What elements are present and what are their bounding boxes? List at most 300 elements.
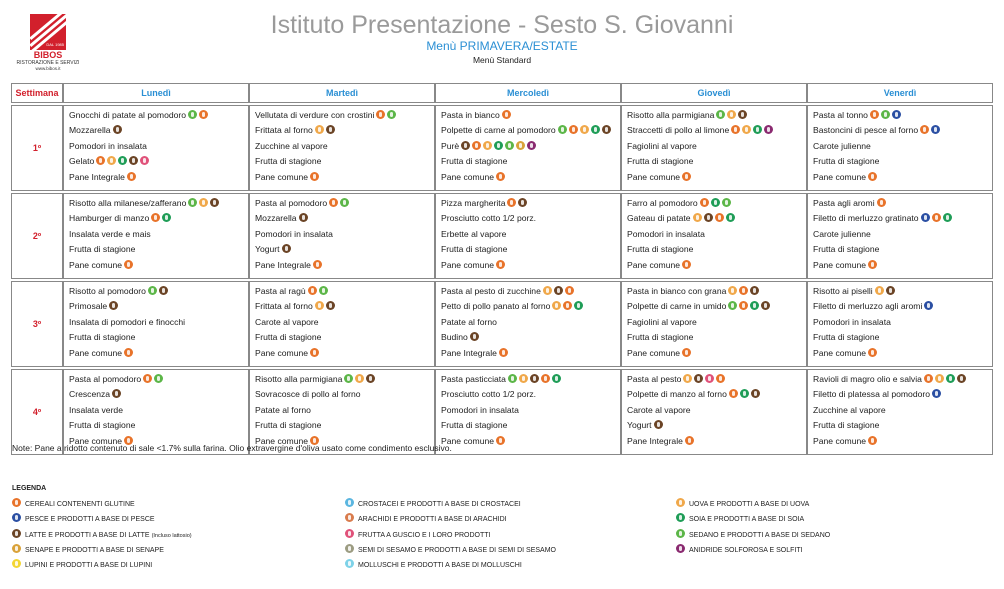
dish-name: Pizza margherita xyxy=(441,198,506,208)
cereali-allergen-icon xyxy=(329,198,338,207)
dish-name: Frutta di stagione xyxy=(255,156,322,167)
dish-name: Carote julienne xyxy=(813,140,871,151)
dish-item xyxy=(627,418,802,433)
sedano-allergen-icon xyxy=(340,198,349,207)
dish-name: Pomodori in insalata xyxy=(255,228,333,239)
dish-name: Carote julienne xyxy=(813,228,871,239)
dish-name: Pane comune xyxy=(813,347,867,358)
dish-item xyxy=(627,170,802,185)
cereali-allergen-icon xyxy=(729,389,738,398)
dish-name: Polpette di manzo al forno xyxy=(627,389,727,400)
cereali-allergen-icon xyxy=(685,436,694,445)
dish-name: Pasta al pomodoro xyxy=(69,374,142,384)
cereali-allergen-icon xyxy=(739,286,748,295)
dish-name: Pane comune xyxy=(441,171,495,182)
dish-item xyxy=(255,418,430,433)
dish-name: Prosciutto cotto 1/2 porz. xyxy=(441,213,537,224)
pesce-allergen-icon xyxy=(921,213,930,222)
cereali-allergen-icon xyxy=(868,436,877,445)
dish-name: Pane comune xyxy=(255,435,309,446)
dish-item xyxy=(627,346,802,361)
week-label: 1º xyxy=(11,105,63,191)
legend-label: UOVA E PRODOTTI A BASE DI UOVA xyxy=(689,501,810,508)
dish-item xyxy=(69,227,244,242)
latte-allergen-icon xyxy=(654,420,663,429)
legend-item xyxy=(12,559,152,571)
dish-name: Frutta di stagione xyxy=(627,332,694,343)
dish-name: Carote al vapore xyxy=(627,404,691,415)
cereali-allergen-icon xyxy=(496,172,505,181)
cereali-allergen-icon xyxy=(143,374,152,383)
dish-item xyxy=(813,154,988,169)
dish-item xyxy=(69,330,244,345)
day-header: Giovedì xyxy=(621,83,807,103)
dish-name: Pane comune xyxy=(69,347,123,358)
legend-item xyxy=(676,498,809,510)
sedano-allergen-icon xyxy=(148,286,157,295)
dish-name: Polpette di carne in umido xyxy=(627,301,727,312)
latte-allergen-icon xyxy=(518,198,527,207)
sedano-allergen-icon xyxy=(505,141,514,150)
sedano-allergen-icon xyxy=(154,374,163,383)
sesamo-allergen-icon xyxy=(345,544,354,553)
menu-cell xyxy=(621,281,807,367)
dish-name: Pane comune xyxy=(813,171,867,182)
menu-cell xyxy=(249,193,435,279)
latte-allergen-icon xyxy=(957,374,966,383)
week-label: 4º xyxy=(11,369,63,455)
dish-name: Sovracosce di pollo al forno xyxy=(255,389,361,400)
dish-item xyxy=(69,418,244,433)
cereali-allergen-icon xyxy=(124,260,133,269)
dish-item xyxy=(69,258,244,273)
cereali-allergen-icon xyxy=(932,213,941,222)
latte-allergen-icon xyxy=(109,301,118,310)
dish-name: Vellutata di verdure con crostini xyxy=(255,110,375,120)
uova-allergen-icon xyxy=(315,125,324,134)
molluschi-allergen-icon xyxy=(345,559,354,568)
dish-name: Pane comune xyxy=(627,171,681,182)
cereali-allergen-icon xyxy=(499,348,508,357)
cereali-allergen-icon xyxy=(313,260,322,269)
sedano-allergen-icon xyxy=(716,110,725,119)
senape-allergen-icon xyxy=(516,141,525,150)
page-title: Istituto Presentazione - Sesto S. Giovanni xyxy=(270,11,734,39)
dish-item xyxy=(813,403,988,418)
dish-name: Pane comune xyxy=(813,435,867,446)
dish-item xyxy=(255,284,430,299)
uova-allergen-icon xyxy=(875,286,884,295)
dish-name: Risotto alla parmigiana xyxy=(627,110,715,120)
day-header: Lunedì xyxy=(63,83,249,103)
note-text: Note: Pane a ridotto contenuto di sale <1.7% sulla farina. Olio extravergine d'oliva usato come condimento esclusivo. xyxy=(12,443,452,453)
legend-item xyxy=(345,544,556,556)
dish-item xyxy=(255,372,430,387)
dish-item xyxy=(441,284,616,299)
menu-cell xyxy=(63,281,249,367)
legend-label: SOIA E PRODOTTI A BASE DI SOIA xyxy=(689,516,805,524)
dish-item xyxy=(255,108,430,123)
menu-cell xyxy=(435,193,621,279)
logo-subtitle: RISTORAZIONE E SERVIZI xyxy=(16,60,80,66)
latte-allergen-icon xyxy=(326,125,335,134)
soia-allergen-icon xyxy=(676,513,685,522)
latte-allergen-icon xyxy=(704,213,713,222)
latte-allergen-icon xyxy=(129,156,138,165)
dish-name: Pane Integrale xyxy=(441,347,497,358)
latte-allergen-icon xyxy=(530,374,539,383)
dish-name: Patate al forno xyxy=(255,404,311,415)
dish-item xyxy=(255,154,430,169)
dish-item xyxy=(627,372,802,387)
dish-name: Gateau di patate xyxy=(627,213,691,224)
cereali-allergen-icon xyxy=(151,213,160,222)
cereali-allergen-icon xyxy=(507,198,516,207)
soia-allergen-icon xyxy=(753,125,762,134)
dish-item xyxy=(813,258,988,273)
dish-item xyxy=(813,139,988,154)
dish-item xyxy=(627,154,802,169)
dish-item xyxy=(627,108,802,123)
dish-item xyxy=(441,170,616,185)
lupini-allergen-icon xyxy=(12,559,21,568)
menu-cell xyxy=(435,369,621,455)
dish-name: Risotto alla parmigiana xyxy=(255,374,343,384)
dish-item xyxy=(441,139,616,154)
dish-name: Pane comune xyxy=(69,435,123,446)
dish-name: Pasta al ragù xyxy=(255,286,306,296)
dish-item xyxy=(255,242,430,257)
dish-name: Pane comune xyxy=(255,171,309,182)
latte-allergen-icon xyxy=(470,332,479,341)
dish-name: Budino xyxy=(441,332,468,343)
dish-item xyxy=(813,299,988,314)
dish-item xyxy=(441,346,616,361)
dish-name: Risotto ai piselli xyxy=(813,286,873,296)
latte-allergen-icon xyxy=(602,125,611,134)
menu-cell xyxy=(621,369,807,455)
cereali-allergen-icon xyxy=(310,172,319,181)
week-row xyxy=(11,193,993,279)
cereali-allergen-icon xyxy=(472,141,481,150)
menu-cell xyxy=(807,281,993,367)
dish-item xyxy=(441,372,616,387)
cereali-allergen-icon xyxy=(870,110,879,119)
logo-url: www.bibos.it xyxy=(35,66,61,71)
cereali-allergen-icon xyxy=(376,110,385,119)
dish-name: Gelato xyxy=(69,156,95,167)
dish-name: Prosciutto cotto 1/2 porz. xyxy=(441,389,537,400)
uova-allergen-icon xyxy=(199,198,208,207)
latte-allergen-icon xyxy=(210,198,219,207)
uova-allergen-icon xyxy=(742,125,751,134)
latte-allergen-icon xyxy=(554,286,563,295)
frutta-allergen-icon xyxy=(705,374,714,383)
dish-item xyxy=(813,211,988,226)
cereali-allergen-icon xyxy=(496,436,505,445)
cereali-allergen-icon xyxy=(12,498,21,507)
uova-allergen-icon xyxy=(107,156,116,165)
menu-cell xyxy=(807,369,993,455)
cereali-allergen-icon xyxy=(541,374,550,383)
pesce-allergen-icon xyxy=(931,125,940,134)
latte-allergen-icon xyxy=(761,301,770,310)
dish-item xyxy=(627,387,802,402)
dish-item xyxy=(813,170,988,185)
menu-cell xyxy=(621,105,807,191)
dish-name: Pane Integrale xyxy=(255,259,311,270)
dish-name: Petto di pollo panato al forno xyxy=(441,301,551,312)
dish-item xyxy=(441,123,616,138)
menu-cell xyxy=(807,193,993,279)
legend-item xyxy=(345,498,521,510)
latte-allergen-icon xyxy=(461,141,470,150)
dish-item xyxy=(255,139,430,154)
dish-item xyxy=(255,211,430,226)
dish-name: Pomodori in insalata xyxy=(69,140,147,151)
dish-item xyxy=(255,403,430,418)
sedano-allergen-icon xyxy=(728,301,737,310)
dish-item xyxy=(813,346,988,361)
dish-item xyxy=(627,258,802,273)
latte-allergen-icon xyxy=(694,374,703,383)
dish-name: Carote al vapore xyxy=(255,316,319,327)
dish-name: Insalata verde xyxy=(69,404,123,415)
dish-name: Pane Integrale xyxy=(69,171,125,182)
cereali-allergen-icon xyxy=(924,374,933,383)
dish-item xyxy=(69,139,244,154)
dish-name: Pane comune xyxy=(627,347,681,358)
cereali-allergen-icon xyxy=(502,110,511,119)
uova-allergen-icon xyxy=(519,374,528,383)
dish-item xyxy=(69,372,244,387)
dish-name: Insalata verde e mais xyxy=(69,228,151,239)
dish-item xyxy=(627,330,802,345)
dish-item xyxy=(69,170,244,185)
pesce-allergen-icon xyxy=(932,389,941,398)
solfiti-allergen-icon xyxy=(676,544,685,553)
uova-allergen-icon xyxy=(693,213,702,222)
dish-name: Frittata al forno xyxy=(255,125,313,136)
dish-name: Pane comune xyxy=(255,347,309,358)
cereali-allergen-icon xyxy=(96,156,105,165)
dish-name: Pane comune xyxy=(441,259,495,270)
dish-item xyxy=(441,242,616,257)
uova-allergen-icon xyxy=(543,286,552,295)
dish-name: Pane comune xyxy=(69,259,123,270)
soia-allergen-icon xyxy=(740,389,749,398)
dish-item xyxy=(627,434,802,449)
menu-cell xyxy=(249,281,435,367)
dish-item xyxy=(441,211,616,226)
latte-allergen-icon xyxy=(886,286,895,295)
sedano-allergen-icon xyxy=(508,374,517,383)
sedano-allergen-icon xyxy=(676,529,685,538)
day-header: Mercoledì xyxy=(435,83,621,103)
dish-item xyxy=(627,196,802,211)
dish-name: Mozzarella xyxy=(69,125,111,136)
dish-name: Yogurt xyxy=(255,244,280,255)
legend-label: ARACHIDI E PRODOTTI A BASE DI ARACHIDI xyxy=(358,516,507,524)
menu-cell xyxy=(435,105,621,191)
legend-label: SEDANO E PRODOTTI A BASE DI SEDANO xyxy=(689,531,831,539)
dish-name: Pasta al tonno xyxy=(813,110,868,120)
cereali-allergen-icon xyxy=(716,374,725,383)
menu-cell xyxy=(435,281,621,367)
cereali-allergen-icon xyxy=(199,110,208,119)
logo-tag: DAL 1985 xyxy=(46,42,64,47)
dish-name: Pasta pasticciata xyxy=(441,374,506,384)
uova-allergen-icon xyxy=(676,498,685,507)
latte-allergen-icon xyxy=(738,110,747,119)
dish-name: Crescenza xyxy=(69,389,111,400)
sedano-allergen-icon xyxy=(558,125,567,134)
dish-name: Bastoncini di pesce al forno xyxy=(813,125,919,136)
pesce-allergen-icon xyxy=(924,301,933,310)
dish-name: Frutta di stagione xyxy=(627,156,694,167)
legend-label: LUPINI E PRODOTTI A BASE DI LUPINI xyxy=(25,562,153,570)
dish-item xyxy=(441,315,616,330)
cereali-allergen-icon xyxy=(565,286,574,295)
menu-season: Menù PRIMAVERA/ESTATE xyxy=(426,39,578,53)
week-label: 3º xyxy=(11,281,63,367)
dish-item xyxy=(627,403,802,418)
dish-name: Frutta di stagione xyxy=(255,332,322,343)
solfiti-allergen-icon xyxy=(527,141,536,150)
arachidi-allergen-icon xyxy=(345,513,354,522)
soia-allergen-icon xyxy=(574,301,583,310)
dish-item xyxy=(813,330,988,345)
dish-name: Pane Integrale xyxy=(627,435,683,446)
dish-name: Frutta di stagione xyxy=(813,332,880,343)
soia-allergen-icon xyxy=(591,125,600,134)
dish-name: Frutta di stagione xyxy=(441,244,508,255)
pesce-allergen-icon xyxy=(12,513,21,522)
dish-item xyxy=(813,227,988,242)
sedano-allergen-icon xyxy=(188,198,197,207)
dish-item xyxy=(627,211,802,226)
latte-allergen-icon xyxy=(12,529,21,538)
latte-allergen-icon xyxy=(326,301,335,310)
dish-name: Filetto di platessa al pomodoro xyxy=(813,389,931,400)
legend-item xyxy=(676,513,804,525)
cereali-allergen-icon xyxy=(868,172,877,181)
dish-item xyxy=(69,346,244,361)
dish-name: Frutta di stagione xyxy=(441,420,508,431)
menu-cell xyxy=(63,193,249,279)
latte-allergen-icon xyxy=(299,213,308,222)
week-row xyxy=(11,281,993,367)
dish-item xyxy=(69,108,244,123)
sedano-allergen-icon xyxy=(319,286,328,295)
soia-allergen-icon xyxy=(162,213,171,222)
soia-allergen-icon xyxy=(946,374,955,383)
legend-label: CROSTACEI E PRODOTTI A BASE DI CROSTACEI xyxy=(358,501,521,508)
legend-item xyxy=(676,544,803,556)
dish-item xyxy=(69,211,244,226)
dish-item xyxy=(813,196,988,211)
cereali-allergen-icon xyxy=(563,301,572,310)
sedano-allergen-icon xyxy=(722,198,731,207)
legend-label: CEREALI CONTENENTI GLUTINE xyxy=(25,501,135,508)
latte-allergen-icon xyxy=(366,374,375,383)
dish-name: Pomodori in insalata xyxy=(441,404,519,415)
dish-item xyxy=(441,258,616,273)
dish-name: Pasta al pesto di zucchine xyxy=(441,286,541,296)
latte-allergen-icon xyxy=(751,389,760,398)
legend-item xyxy=(12,498,135,510)
dish-item xyxy=(255,387,430,402)
latte-allergen-icon xyxy=(159,286,168,295)
dish-name: Pane comune xyxy=(813,259,867,270)
dish-name: Straccetti di pollo al limone xyxy=(627,125,730,136)
dish-name: Fagiolini al vapore xyxy=(627,316,697,327)
dish-item xyxy=(255,299,430,314)
dish-name: Frutta di stagione xyxy=(441,156,508,167)
sedano-allergen-icon xyxy=(344,374,353,383)
dish-item xyxy=(441,299,616,314)
menu-type: Menù Standard xyxy=(472,55,532,65)
dish-item xyxy=(255,315,430,330)
solfiti-allergen-icon xyxy=(764,125,773,134)
dish-name: Frutta di stagione xyxy=(69,244,136,255)
dish-item xyxy=(69,154,244,169)
dish-item xyxy=(441,403,616,418)
dish-item xyxy=(69,387,244,402)
dish-item xyxy=(255,227,430,242)
dish-name: Frutta di stagione xyxy=(69,420,136,431)
cereali-allergen-icon xyxy=(127,172,136,181)
uova-allergen-icon xyxy=(355,374,364,383)
sedano-allergen-icon xyxy=(387,110,396,119)
dish-name: Risotto al pomodoro xyxy=(69,286,146,296)
dish-item xyxy=(255,258,430,273)
sedano-allergen-icon xyxy=(188,110,197,119)
dish-item xyxy=(441,330,616,345)
frutta-allergen-icon xyxy=(345,529,354,538)
soia-allergen-icon xyxy=(711,198,720,207)
cereali-allergen-icon xyxy=(569,125,578,134)
latte-allergen-icon xyxy=(112,389,121,398)
dish-item xyxy=(255,123,430,138)
dish-item xyxy=(627,299,802,314)
cereali-allergen-icon xyxy=(308,286,317,295)
dish-item xyxy=(627,242,802,257)
dish-name: Frutta di stagione xyxy=(255,420,322,431)
cereali-allergen-icon xyxy=(739,301,748,310)
dish-item xyxy=(627,139,802,154)
dish-item xyxy=(441,418,616,433)
dish-name: Pane comune xyxy=(627,259,681,270)
dish-item xyxy=(627,123,802,138)
legend-item xyxy=(12,513,155,525)
dish-name: Fagiolini al vapore xyxy=(627,140,697,151)
dish-name: Patate al forno xyxy=(441,316,497,327)
week-label: 2º xyxy=(11,193,63,279)
latte-allergen-icon xyxy=(282,244,291,253)
senape-allergen-icon xyxy=(12,544,21,553)
dish-name: Risotto alla milanese/zafferano xyxy=(69,198,187,208)
dish-item xyxy=(255,346,430,361)
dish-name: Pasta al pomodoro xyxy=(255,198,328,208)
dish-item xyxy=(813,242,988,257)
dish-name: Frutta di stagione xyxy=(627,244,694,255)
legend-label: FRUTTA A GUSCIO E I LORO PRODOTTI xyxy=(358,531,491,539)
dish-item xyxy=(441,108,616,123)
dish-name: Pasta al pesto xyxy=(627,374,682,384)
dish-name: Frutta di stagione xyxy=(69,332,136,343)
dish-name: Purè xyxy=(441,140,460,151)
